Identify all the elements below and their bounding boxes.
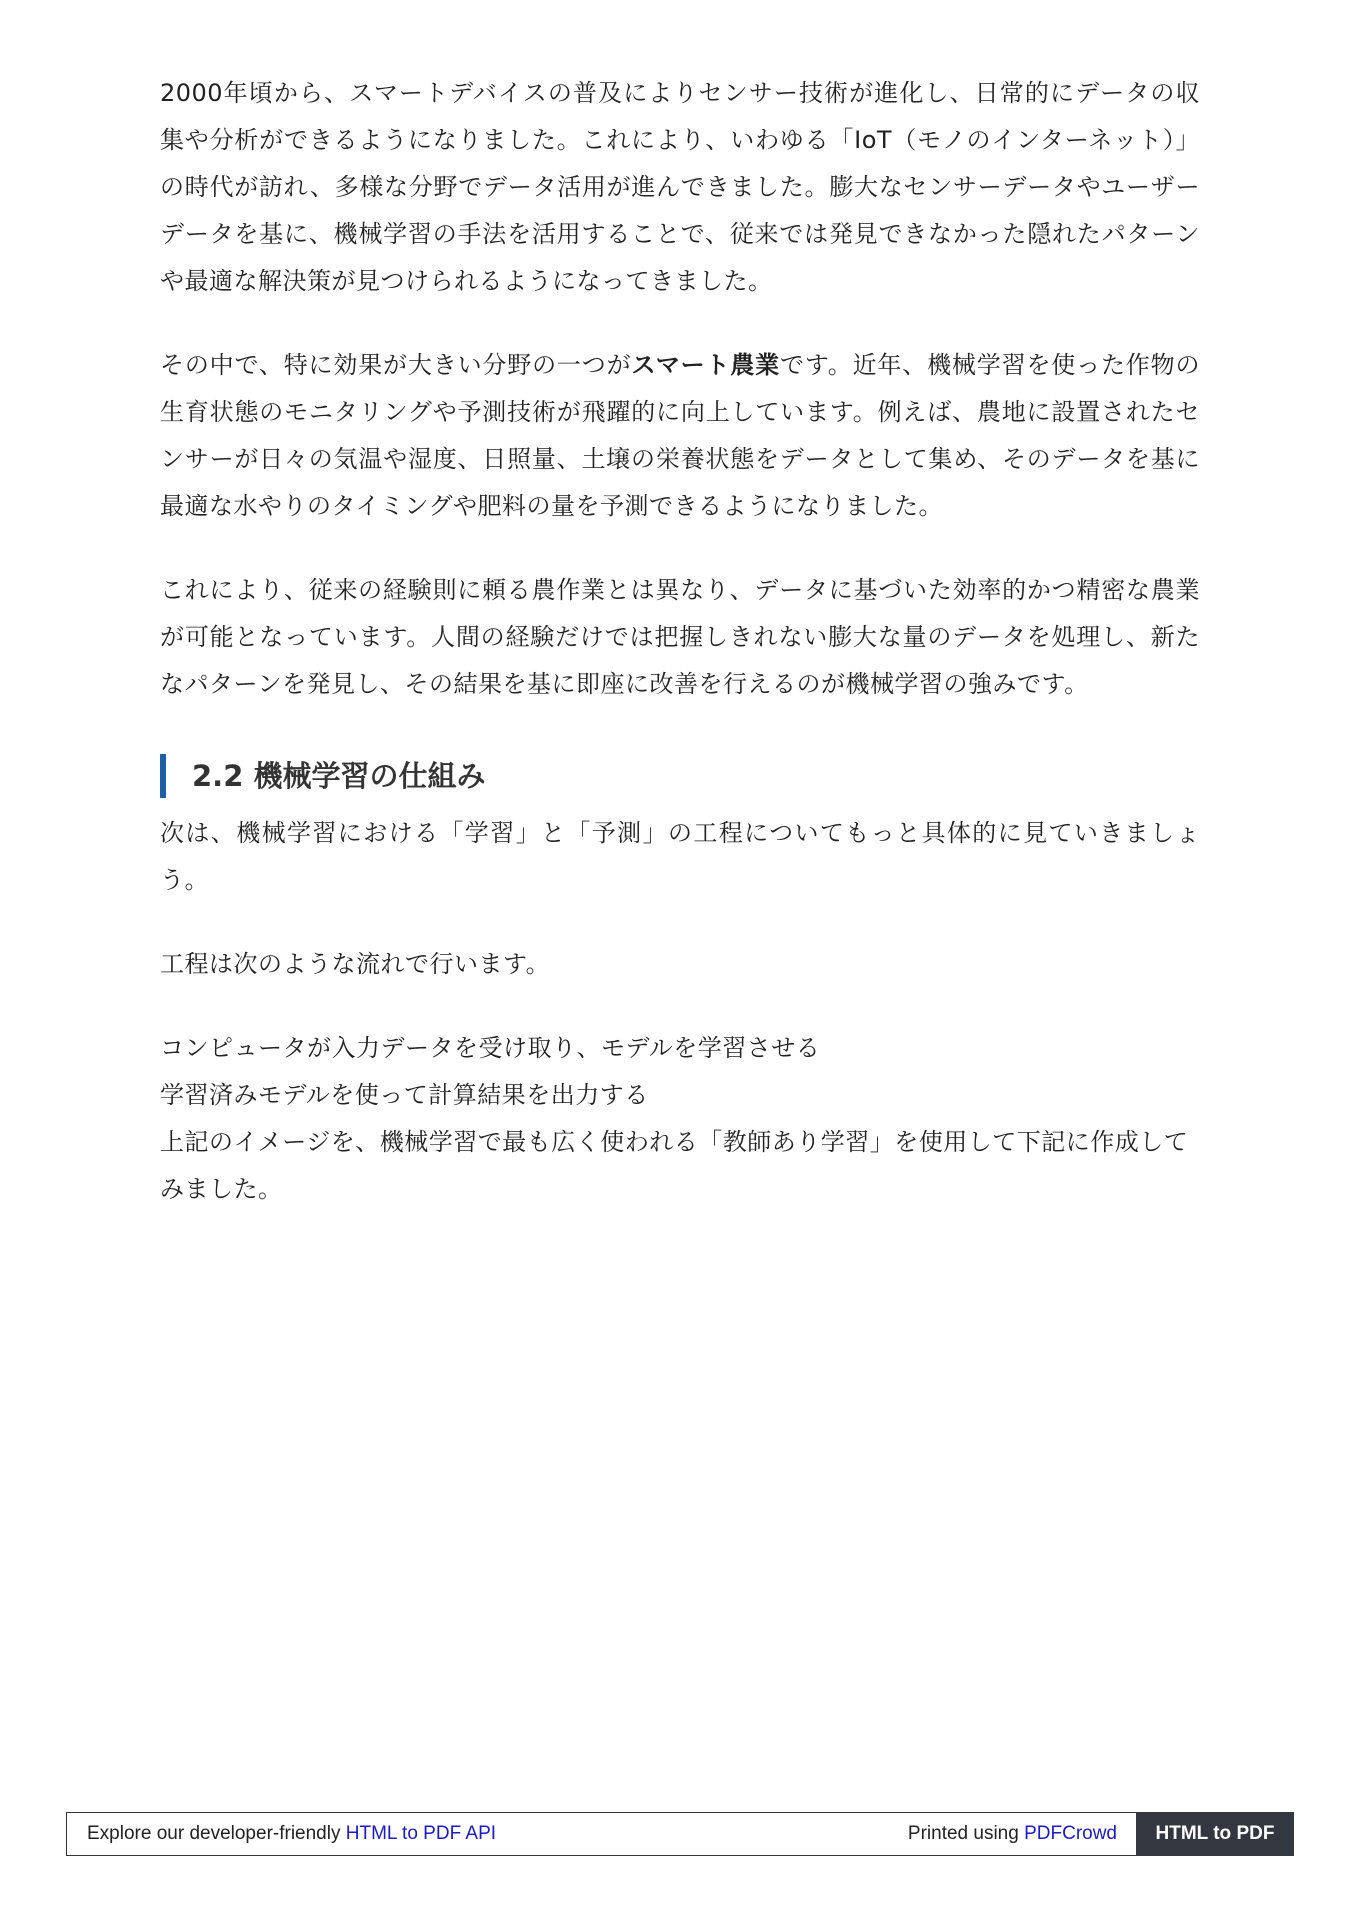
paragraph-data-driven: これにより、従来の経験則に頼る農作業とは異なり、データに基づいた効率的かつ精密な農業が可能となっています。人間の経験だけでは把握しきれない膨大な量のデータを処理し、新たなパターンを発見し、その結果を基に即座に改善を行えるのが機械学習の強みです。 — [160, 576, 1200, 698]
section-heading — [160, 754, 1200, 798]
section-intro: 次は、機械学習における「学習」と「予測」の工程についてもっと具体的に見ていきましょう。 — [160, 819, 1200, 894]
flow-intro: 工程は次のような流れで行います。 — [160, 950, 551, 978]
heading-accent-bar — [160, 754, 166, 798]
process-step: 上記のイメージを、機械学習で最も広く使われる「教師あり学習」を使用して下記に作成してみました。 — [160, 1128, 1189, 1203]
footer-left — [87, 1813, 496, 1855]
paragraph-text: です。近年、機械学習を使った作物の生育状態のモニタリングや予測技術が飛躍的に向上しています。例えば、農地に設置されたセンサーが日々の気温や湿度、日照量、土壌の栄養状態をデータとして集め、そのデータを基に最適な水やりのタイミングや肥料の量を予測できるようになりました。 — [160, 351, 1200, 520]
html-to-pdf-badge[interactable]: HTML to PDF — [1136, 1812, 1294, 1856]
footer-right-text: Printed using — [907, 1823, 1025, 1844]
article-body — [160, 70, 1200, 1213]
paragraph-iot: 2000年頃から、スマートデバイスの普及によりセンサー技術が進化し、日常的にデータの収集や分析ができるようになりました。これにより、いわゆる「IoT（モノのインターネット）」の時代が訪れ、多様な分野でデータ活用が進んできました。膨大なセンサーデータやユーザーデータを基に、機械学習の手法を活用することで、従来では発見できなかった隠れたパターンや最適な解決策が見つけられるようになってきました。 — [160, 79, 1200, 295]
paragraph-text: その中で、特に効果が大きい分野の一つが — [160, 351, 632, 379]
process-steps — [160, 1025, 1200, 1213]
pdfcrowd-footer — [66, 1812, 1294, 1856]
html-to-pdf-api-link[interactable]: HTML to PDF API — [345, 1823, 497, 1844]
footer-right — [908, 1813, 1117, 1855]
footer-left-text: Explore our developer-friendly — [87, 1823, 346, 1844]
process-step: コンピュータが入力データを受け取り、モデルを学習させる — [160, 1034, 821, 1062]
paragraph-smart-agriculture — [160, 342, 1200, 530]
pdfcrowd-link[interactable]: PDFCrowd — [1024, 1823, 1117, 1844]
section-heading-text: 2.2 機械学習の仕組み — [192, 759, 486, 793]
process-step: 学習済みモデルを使って計算結果を出力する — [160, 1081, 649, 1109]
emphasis-smart-agriculture: スマート農業 — [631, 351, 780, 379]
